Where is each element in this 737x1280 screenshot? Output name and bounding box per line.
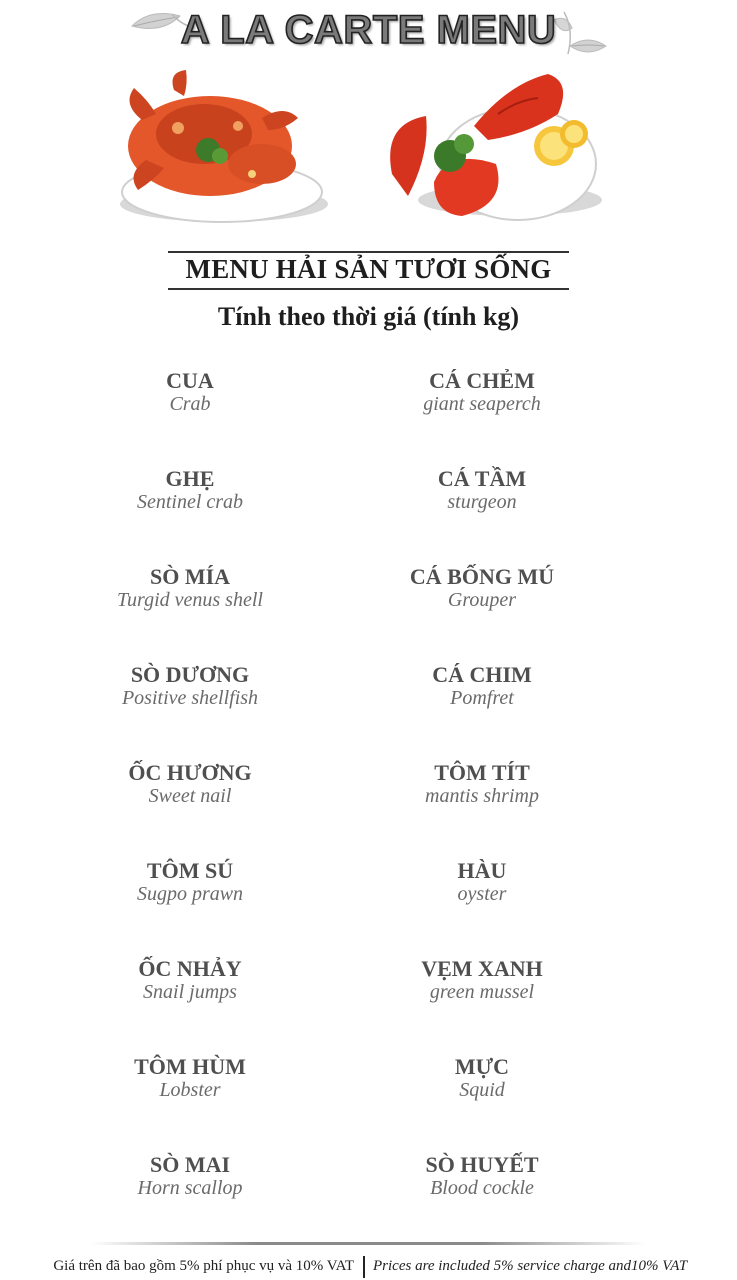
menu-item <box>332 1152 632 1200</box>
lobster-dish-image <box>378 64 608 230</box>
item-english-name: giant seaperch <box>423 393 541 415</box>
item-vietnamese-name: TÔM HÙM <box>134 1054 246 1079</box>
menu-item <box>332 760 632 808</box>
price-note-english: Prices are included 5% service charge and10% VAT <box>373 1258 688 1274</box>
item-vietnamese-name: SÒ DƯƠNG <box>130 662 250 687</box>
item-english-name: Snail jumps <box>143 981 237 1003</box>
price-note-vietnamese: Giá trên đã bao gồm 5% phí phục vụ và 10% VAT <box>53 1258 354 1274</box>
price-note-footer <box>0 1256 737 1280</box>
menu-item <box>40 956 340 1004</box>
item-vietnamese-name: CÁ TẦM <box>437 466 527 491</box>
item-english-name: Squid <box>459 1079 505 1101</box>
item-vietnamese-name: ỐC NHẢY <box>138 956 242 981</box>
menu-item <box>40 858 340 906</box>
item-vietnamese-name: TÔM SÚ <box>146 858 234 883</box>
menu-item <box>40 760 340 808</box>
item-vietnamese-name: CUA <box>166 368 214 393</box>
menu-item <box>40 1152 340 1200</box>
menu-item <box>332 466 632 514</box>
menu-subtitle: Tính theo thời giá (tính kg) <box>217 302 520 331</box>
item-english-name: Turgid venus shell <box>117 589 263 611</box>
item-english-name: sturgeon <box>447 491 517 513</box>
footer-divider <box>90 1242 646 1245</box>
item-vietnamese-name: CÁ CHIM <box>432 662 532 687</box>
item-english-name: Lobster <box>159 1079 221 1101</box>
item-english-name: Pomfret <box>450 687 514 709</box>
menu-item <box>40 564 340 612</box>
menu-item <box>40 466 340 514</box>
menu-item <box>332 662 632 710</box>
item-vietnamese-name: CÁ CHẺM <box>429 368 535 393</box>
item-vietnamese-name: HÀU <box>457 858 507 883</box>
menu-item <box>332 858 632 906</box>
item-vietnamese-name: TÔM TÍT <box>434 760 530 785</box>
menu-item <box>40 368 340 416</box>
item-vietnamese-name: SÒ MAI <box>149 1152 231 1177</box>
title-bottom-rule <box>168 288 569 290</box>
menu-item <box>332 1054 632 1102</box>
item-vietnamese-name: GHẸ <box>165 466 215 491</box>
title-top-rule <box>168 251 569 253</box>
footer-separator <box>363 1256 365 1278</box>
item-english-name: Grouper <box>447 589 517 611</box>
menu-item <box>40 662 340 710</box>
item-english-name: Crab <box>169 393 211 415</box>
item-english-name: green mussel <box>429 981 535 1003</box>
menu-item <box>332 564 632 612</box>
item-english-name: Blood cockle <box>430 1177 534 1199</box>
item-vietnamese-name: SÒ MÍA <box>149 564 231 589</box>
item-vietnamese-name: VẸM XANH <box>421 956 543 981</box>
item-vietnamese-name: ỐC HƯƠNG <box>128 760 252 785</box>
item-vietnamese-name: CÁ BỐNG MÚ <box>409 564 555 589</box>
item-english-name: oyster <box>457 883 507 905</box>
item-english-name: Sugpo prawn <box>136 883 244 905</box>
menu-item <box>332 368 632 416</box>
menu-item <box>40 1054 340 1102</box>
menu-section-title: MENU HẢI SẢN TƯƠI SỐNG <box>185 254 552 284</box>
item-english-name: Sweet nail <box>148 785 232 807</box>
item-english-name: Sentinel crab <box>136 491 244 513</box>
item-english-name: Positive shellfish <box>121 687 259 709</box>
item-vietnamese-name: SÒ HUYẾT <box>425 1152 539 1177</box>
crab-dish-image <box>112 64 342 230</box>
item-english-name: Horn scallop <box>137 1177 243 1199</box>
menu-item <box>332 956 632 1004</box>
item-vietnamese-name: MỰC <box>454 1054 510 1079</box>
menu-header-title: A LA CARTE MENU <box>180 8 557 52</box>
item-english-name: mantis shrimp <box>425 785 539 807</box>
